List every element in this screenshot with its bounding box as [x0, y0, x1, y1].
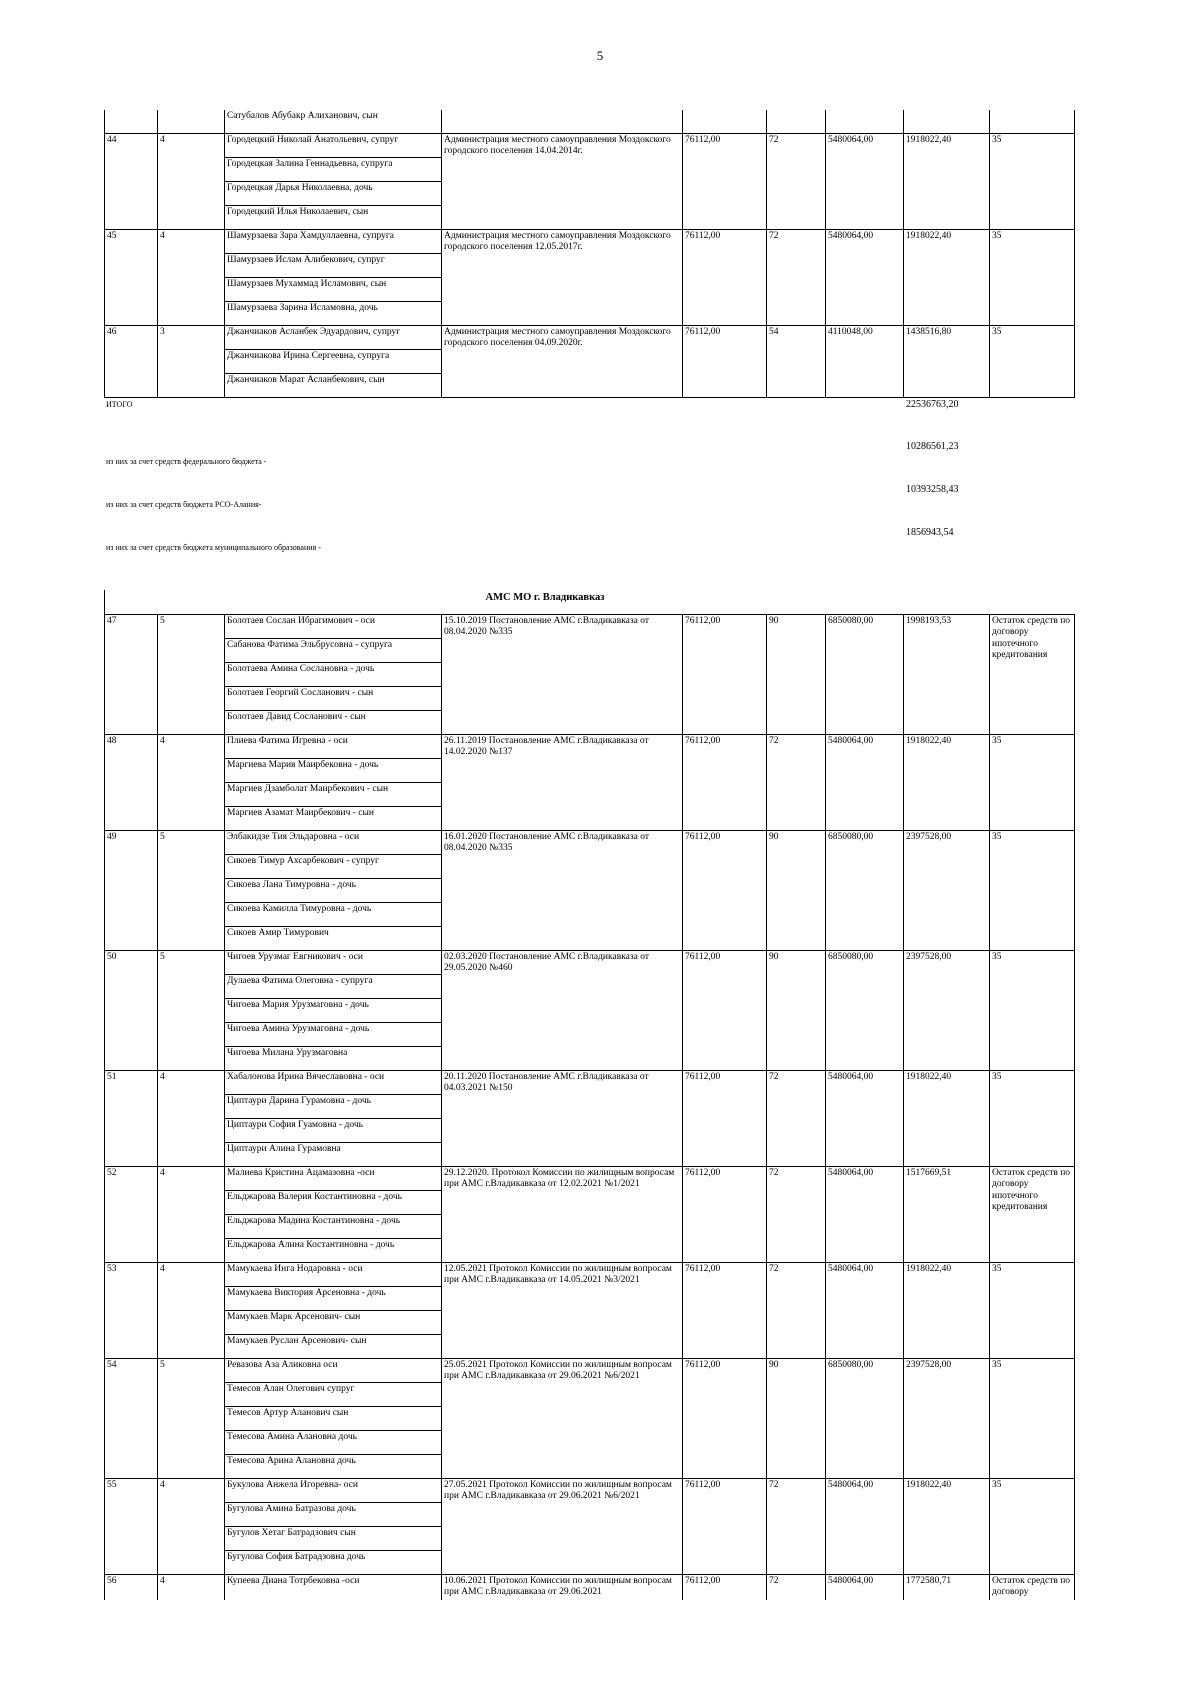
family-member: Маргиева Мария Маирбековна - дочь	[225, 759, 442, 783]
family-member: Ельджарова Мадина Костантиновна - дочь	[225, 1215, 442, 1239]
family-member: Бугулова София Батрадзовна дочь	[225, 1551, 442, 1575]
family-member: Сабанова Фатима Эльбрусовна - супруга	[225, 639, 442, 663]
table-row	[105, 1359, 1075, 1383]
area-sqm: 72	[767, 1479, 826, 1575]
table-row	[105, 1167, 1075, 1191]
table-row	[105, 1575, 1075, 1600]
decision-basis: 12.05.2021 Протокол Комиссии по жилищным вопросам при АМС г.Владикавказа от 14.05.2021 №3/2021	[442, 1263, 683, 1359]
record-number: 46	[105, 326, 158, 398]
family-member: Городецкая Залина Геннадьевна, супруга	[225, 158, 442, 182]
subsidy-amount: 1517669,51	[904, 1167, 990, 1263]
family-size: 5	[158, 831, 225, 951]
price-per-sqm: 76112,00	[683, 615, 767, 735]
family-size: 5	[158, 615, 225, 735]
record-number: 50	[105, 951, 158, 1071]
record-number: 49	[105, 831, 158, 951]
subsidy-amount: 1918022,40	[904, 1071, 990, 1167]
table-row	[105, 326, 1075, 350]
table-row	[105, 1479, 1075, 1503]
price-per-sqm	[683, 110, 767, 134]
decision-basis: 10.06.2021 Протокол Комиссии по жилищным вопросам при АМС г.Владикавказа от 29.06.2021	[442, 1575, 683, 1600]
table-row	[105, 735, 1075, 759]
family-member: Джанчиакова Ирина Сергеевна, супруга	[225, 350, 442, 374]
total-cost: 5480064,00	[826, 230, 904, 326]
family-member: Циптаури Алина Гурамовна	[225, 1143, 442, 1167]
table-row	[105, 1071, 1075, 1095]
record-number: 56	[105, 1575, 158, 1600]
page-number: 5	[596, 48, 604, 63]
area-sqm: 72	[767, 1071, 826, 1167]
area-sqm: 72	[767, 230, 826, 326]
subsidy-amount: 1918022,40	[904, 1263, 990, 1359]
subsidy-amount: 1918022,40	[904, 1479, 990, 1575]
percent-or-note: 35	[990, 1071, 1075, 1167]
total-cost: 6850080,00	[826, 951, 904, 1071]
continuation-row	[105, 110, 1075, 134]
subsidy-amount	[904, 110, 990, 134]
family-member: Сикоева Камилла Тимуровна - дочь	[225, 903, 442, 927]
area-sqm: 54	[767, 326, 826, 398]
total-cost: 5480064,00	[826, 1071, 904, 1167]
family-member: Бугулова Амина Батразова дочь	[225, 1503, 442, 1527]
area-sqm	[767, 110, 826, 134]
family-member: Джанчиаков Марат Асланбекович, сын	[225, 374, 442, 398]
area-sqm: 90	[767, 951, 826, 1071]
subsidy-amount: 1438516,80	[904, 326, 990, 398]
percent-or-note: Остаток средств по договору ипотечного кредитования	[990, 1167, 1075, 1263]
family-member: Сикоев Тимур Ахсарбекович - супруг	[225, 855, 442, 879]
family-member: Бугулов Хетаг Батрадзович сын	[225, 1527, 442, 1551]
family-size: 4	[158, 1071, 225, 1167]
family-member: Маргиев Дзамболат Маирбекович - сын	[225, 783, 442, 807]
subsidy-amount: 2397528,00	[904, 1359, 990, 1479]
total-cost: 6850080,00	[826, 1359, 904, 1479]
family-member: Элбакидзе Тия Эльдаровна - оси	[225, 831, 442, 855]
percent-or-note: Остаток средств по договору	[990, 1575, 1075, 1600]
price-per-sqm: 76112,00	[683, 1167, 767, 1263]
family-member: Хабалонова Ирина Вячеславовна - оси	[225, 1071, 442, 1095]
family-member: Плиева Фатима Игревна - оси	[225, 735, 442, 759]
decision-basis	[442, 110, 683, 134]
table-row	[105, 134, 1075, 158]
area-sqm: 72	[767, 1575, 826, 1600]
percent-or-note	[990, 110, 1075, 134]
family-member: Купеева Диана Тотрбековна -оси	[225, 1575, 442, 1600]
family-member: Циптаури Дарина Гурамовна - дочь	[225, 1095, 442, 1119]
family-member: Сикоева Лана Тимуровна - дочь	[225, 879, 442, 903]
family-size: 4	[158, 1263, 225, 1359]
family-member: Чигоева Милана Урузмаговна	[225, 1047, 442, 1071]
table-row	[105, 831, 1075, 855]
family-size: 5	[158, 1359, 225, 1479]
subsidy-amount: 2397528,00	[904, 951, 990, 1071]
family-member: Чигоева Амина Урузмаговна - дочь	[225, 1023, 442, 1047]
federal-budget-value: 10286561,23	[906, 441, 959, 452]
family-member: Темесов Алан Олегович супруг	[225, 1383, 442, 1407]
total-cost: 4110048,00	[826, 326, 904, 398]
section-title: АМС МО г. Владикавказ	[485, 592, 605, 603]
family-member: Ельджарова Валерия Костантиновна - дочь	[225, 1191, 442, 1215]
percent-or-note: 35	[990, 1479, 1075, 1575]
table-row	[105, 951, 1075, 975]
family-size: 4	[158, 1479, 225, 1575]
price-per-sqm: 76112,00	[683, 1263, 767, 1359]
decision-basis: 27.05.2021 Протокол Комиссии по жилищным вопросам при АМС г.Владикавказа от 29.06.2021 №6/2021	[442, 1479, 683, 1575]
area-sqm: 90	[767, 1359, 826, 1479]
percent-or-note: 35	[990, 735, 1075, 831]
price-per-sqm: 76112,00	[683, 831, 767, 951]
price-per-sqm: 76112,00	[683, 1071, 767, 1167]
family-member: Чигоева Мария Урузмаговна - дочь	[225, 999, 442, 1023]
decision-basis: 02.03.2020 Постановление АМС г.Владикавказа от 29.05.2020 №460	[442, 951, 683, 1071]
percent-or-note: 35	[990, 326, 1075, 398]
record-number: 48	[105, 735, 158, 831]
price-per-sqm: 76112,00	[683, 1359, 767, 1479]
total-cost: 5480064,00	[826, 735, 904, 831]
total-cost: 5480064,00	[826, 1575, 904, 1600]
family-member: Темесова Амина Алановна дочь	[225, 1431, 442, 1455]
family-member: Болотаев Сослан Ибрагимович - оси	[225, 615, 442, 639]
area-sqm: 90	[767, 831, 826, 951]
family-size: 4	[158, 1167, 225, 1263]
decision-basis: 25.05.2021 Протокол Комиссии по жилищным вопросам при АМС г.Владикавказа от 29.06.2021 №6/2021	[442, 1359, 683, 1479]
family-member: Болотаева Амина Сослановна - дочь	[225, 663, 442, 687]
price-per-sqm: 76112,00	[683, 735, 767, 831]
area-sqm: 72	[767, 735, 826, 831]
decision-basis: 16.01.2020 Постановление АМС г.Владикавказа от 08.04.2020 №335	[442, 831, 683, 951]
total-value: 22536763,20	[906, 399, 959, 410]
municipal-budget-value: 1856943,54	[906, 527, 954, 538]
family-member: Сикоев Амир Тимурович	[225, 927, 442, 951]
family-member: Шамурзаева Зара Хамдуллаевна, супруга	[225, 230, 442, 254]
percent-or-note: 35	[990, 230, 1075, 326]
percent-or-note: 35	[990, 831, 1075, 951]
family-member: Городецкий Илья Николаевич, сын	[225, 206, 442, 230]
family-member: Циптаури София Гуамовна - дочь	[225, 1119, 442, 1143]
family-member: Болотаев Давид Сосланович - сын	[225, 711, 442, 735]
total-cost: 5480064,00	[826, 1479, 904, 1575]
family-member: Городецкий Николай Анатольевич, супруг	[225, 134, 442, 158]
record-number: 52	[105, 1167, 158, 1263]
subsidy-amount: 1918022,40	[904, 230, 990, 326]
subsidy-amount: 1918022,40	[904, 134, 990, 230]
percent-or-note: 35	[990, 134, 1075, 230]
family-member: Мамукаев Руслан Арсенович- сын	[225, 1335, 442, 1359]
family-member: Шамурзаева Зарина Исламовна, дочь	[225, 302, 442, 326]
decision-basis: 20.11.2020 Постановление АМС г.Владикавказа от 04.03.2021 №150	[442, 1071, 683, 1167]
family-member: Маргиев Азамат Маирбекович - сын	[225, 807, 442, 831]
family-size: 4	[158, 735, 225, 831]
subsidy-amount: 1918022,40	[904, 735, 990, 831]
total-label: ИТОГО	[106, 400, 133, 409]
decision-basis: 26.11.2019 Постановление АМС г.Владикавказа от 14.02.2020 №137	[442, 735, 683, 831]
table-row	[105, 230, 1075, 254]
family-size: 3	[158, 326, 225, 398]
family-member: Городецкая Дарья Николаевна, дочь	[225, 182, 442, 206]
family-size: 4	[158, 134, 225, 230]
municipal-budget-label: из них за счет средств бюджета муниципального образования -	[106, 543, 321, 552]
percent-or-note: 35	[990, 951, 1075, 1071]
percent-or-note: Остаток средств по договору ипотечного кредитования	[990, 615, 1075, 735]
family-member: Джанчиаков Асланбек Эдуардович, супруг	[225, 326, 442, 350]
family-member: Болотаев Георгий Сосланович - сын	[225, 687, 442, 711]
area-sqm: 72	[767, 1167, 826, 1263]
total-cost: 5480064,00	[826, 1167, 904, 1263]
family-member: Мамукаева Виктория Арсеновна - дочь	[225, 1287, 442, 1311]
record-number: 45	[105, 230, 158, 326]
decision-basis: Администрация местного самоуправления Моздокского городского поселения 14.04.2014г.	[442, 134, 683, 230]
family-size: 4	[158, 230, 225, 326]
table-row	[105, 615, 1075, 639]
record-number: 55	[105, 1479, 158, 1575]
price-per-sqm: 76112,00	[683, 951, 767, 1071]
table-row	[105, 1263, 1075, 1287]
area-sqm: 72	[767, 1263, 826, 1359]
price-per-sqm: 76112,00	[683, 326, 767, 398]
subsidy-amount: 1998193,53	[904, 615, 990, 735]
area-sqm: 72	[767, 134, 826, 230]
percent-or-note: 35	[990, 1359, 1075, 1479]
record-number: 51	[105, 1071, 158, 1167]
households-table-vladikavkaz	[104, 614, 1075, 1600]
decision-basis: Администрация местного самоуправления Моздокского городского поселения 12.05.2017г.	[442, 230, 683, 326]
family-member: Дулаева Фатима Олеговна - супруга	[225, 975, 442, 999]
family-member: Темесов Артур Аланович сын	[225, 1407, 442, 1431]
price-per-sqm: 76112,00	[683, 1479, 767, 1575]
federal-budget-label: из них за счет средств федерального бюджета -	[106, 457, 267, 466]
households-table-mozdok	[104, 110, 1075, 398]
record-number: 47	[105, 615, 158, 735]
decision-basis: 29.12.2020. Протокол Комиссии по жилищным вопросам при АМС г.Владикавказа от 12.02.2021 №1/2021	[442, 1167, 683, 1263]
subsidy-amount: 2397528,00	[904, 831, 990, 951]
family-member: Шамурзаев Мухаммад Исламович, сын	[225, 278, 442, 302]
total-cost: 5480064,00	[826, 134, 904, 230]
family-member: Темесова Арина Алановна дочь	[225, 1455, 442, 1479]
total-cost: 6850080,00	[826, 831, 904, 951]
regional-budget-label: из них за счет средств бюджета РСО-Алания-	[106, 500, 262, 509]
family-member: Шамурзаев Ислам Алибекович, супруг	[225, 254, 442, 278]
family-size	[158, 110, 225, 134]
area-sqm: 90	[767, 615, 826, 735]
subsidy-amount: 1772580,71	[904, 1575, 990, 1600]
total-cost	[826, 110, 904, 134]
record-number: 53	[105, 1263, 158, 1359]
record-number	[105, 110, 158, 134]
regional-budget-value: 10393258,43	[906, 484, 959, 495]
total-cost: 5480064,00	[826, 1263, 904, 1359]
family-member: Ревазова Аза Аликовна оси	[225, 1359, 442, 1383]
family-member: Мамукаев Марк Арсенович- сын	[225, 1311, 442, 1335]
family-member: Мамукаева Инга Нодаровна - оси	[225, 1263, 442, 1287]
record-number: 44	[105, 134, 158, 230]
price-per-sqm: 76112,00	[683, 1575, 767, 1600]
price-per-sqm: 76112,00	[683, 230, 767, 326]
family-size: 4	[158, 1575, 225, 1600]
family-member: Сатубалов Абубакр Алиханович, сын	[225, 110, 442, 134]
table-left-rule	[104, 590, 105, 615]
percent-or-note: 35	[990, 1263, 1075, 1359]
decision-basis: 15.10.2019 Постановление АМС г.Владикавказа от 08.04.2020 №335	[442, 615, 683, 735]
price-per-sqm: 76112,00	[683, 134, 767, 230]
decision-basis: Администрация местного самоуправления Моздокского городского поселения 04.09.2020г.	[442, 326, 683, 398]
total-cost: 6850080,00	[826, 615, 904, 735]
family-member: Ельджарова Алина Костантиновна - дочь	[225, 1239, 442, 1263]
family-member: Малиева Кристина Ацамазовна -оси	[225, 1167, 442, 1191]
family-member: Чигоев Урузмаг Евгникович - оси	[225, 951, 442, 975]
record-number: 54	[105, 1359, 158, 1479]
family-member: Букулова Анжела Игоревна- оси	[225, 1479, 442, 1503]
family-size: 5	[158, 951, 225, 1071]
